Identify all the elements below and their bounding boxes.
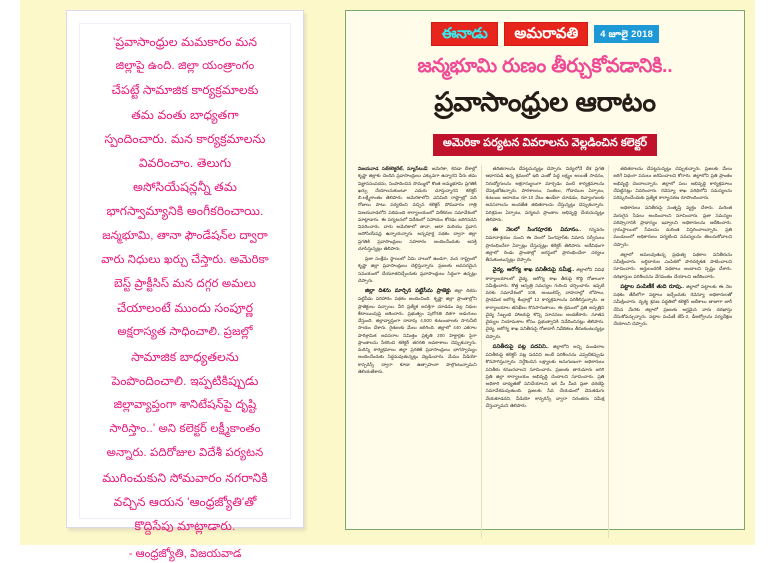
pull-quote-line: కొద్దిసేపు మాట్లాడారు. [134,519,236,534]
article-paragraph: పట్టాల పంపిణీకే తుది రూపు.. జిల్లాలో పట్టాలకు ఈ నెల పథకం తేదీలోగా పట్టాలు ఇచ్చేందుకు రెవెన్యూ అధికారులతో సమీక్షించారు. దృశ్య శ్రవణ పద్ధతిలో కలెక్టర్ ఆదేశాలు తాజాగా జారీ చేసిన మేరకు జిల్లాలో ప్రజలకు అర్హమైన వారు దరఖాస్తు చేసుకోవచ్చున్నారు. పట్టాల పంపిణీ జేసీ-2, డీఆర్వోలను పర్యవేక్షణ చేయాలని చెప్పారు. [613,283,733,326]
article-paragraph: తదితరాలను చేపట్టనున్నట్లు చెప్పారు. విద్యలోనే దేశ ప్రగతి ఆధారపడి ఉన్న క్రమంలో ఇది ఎంతో పెద్ద లక్ష్యం అయితే సాధనం, నిరుద్యోగులను అక్షరాస్యులుగా మార్చడం వంటి కార్యక్రమాలను చేపట్టబోతున్నారు. పాఠశాలలు, సంతలు, గోదాముల ఏర్పాటు, కుటుంబ ఆదాయం రూ.10 వేలు ఉండేలా చూడడం, దివ్యాంగులకు అవసరాలను అందజేత తదితరాలను చేస్తున్నట్లు చెప్పుకున్నారు. పరిశ్రమల ఏర్పాటు, పర్యటన ప్రాంతాల అభివృద్ధి చేయనున్నట్లు తెలిపారు. [485,166,605,222]
pull-quote-inner-frame [79,23,291,561]
page-right-margin [755,0,775,545]
article-paragraph: ఈ నెలలో సింగపూరకు విమానం.. గన్నవరం విమానాశ్రయం నుంచి ఈ నెలలో సింగపూర్‌కు విమాన సర్వీసులు ప్రారంభించేలా ఏర్పాట్లు చేస్తున్నట్లు కలెక్టర్ తెలిపారు. అదేవిధంగా జిల్లాలో రెండు ప్రాంతాల్లో ఆగస్టులో ప్రారంభించేలా చర్యలు తీసుకుంటున్నట్లు చెప్పారు. [485,227,605,262]
article-paragraph: జిల్లా దిశను మార్చిన పట్టిసీమ ప్రాజెక్టు జిల్లా దిశను పట్టిసీమ పరిహారం పథకం అందించింది. కృష్ణా జిల్లా ప్రాంతాల్లోని ప్రాజెక్టులు వచ్చాయి. వీరి ప్రత్యేక ఆసక్తిగా చూడడం వల్ల నిధుల కేటాయింపుపై ఆశించారు. ప్రభుత్వం పురోగతి దిశగా అడుగులు వేస్తుంది. జిల్లావ్యాప్తంగా దాదాపు 4,500 కుటుంబాలకు సాగునీటి సాయం చేశారు. రైతులకు మేలు జరిగింది. జిల్లాలో 440 ఎకరాల పారిశ్రామిక అవసరాల నిమిత్తం ప్రకృతి 200 హెక్టార్లకు పైగా ప్రాంతాలను సేకరించి కలెక్టర్ తరగతి అవకాశాలు చెప్పుకున్నారు. మరిన్ని కార్యక్రమాలు జిల్లా ప్రగతికి ప్రవాసాంధ్రులు భాగస్వామ్యం అందించేందుకు సిద్ధమవుతున్నట్లు వెల్లడించారు. మేము వీడియో కాన్ఫరెన్స్ ద్వారా కూడా ఉత్సాహంగా పాల్గొంటున్నామని తెలియజేశారు. [358,288,477,374]
article-inline-subhead: జిల్లా దిశను మార్చిన పట్టిసీమ ప్రాజెక్టు [365,288,451,294]
pull-quote-line: వివరించాం. తెలుగు [138,156,232,171]
article-paragraph: విజయవాడ సబ్‌కలెక్టరేట్, న్యూస్‌టుడే: అమెరికా, కెనడా దేశాల్లో కృష్ణా జిల్లాకు చెందిన ప్రవాసాంధ్రులు ఎక్కువగా ఉన్నారని వీరు తమ విజ్ఞానసంపదను, సంపాదించిన సొమ్ములో కొంత అమ్మభూమి ప్రగతికి ఖర్చు చేయాలనుకుంటూ ఎదురు చూస్తున్నారని కలెక్టర్ బి.లక్ష్మీకాంతం తెలిపారు. అమెరికాలోని ఎనిమిది రాష్ట్రాల్లో పది రోజులు పాటు పర్యటించి వచ్చిన కలెక్టర్ సోమవారం రాత్రి విజయవాడలోని పదిమంది కార్యాలయంలో విలేకరుల సమావేశంలో మాట్లాడారు. ఈ పర్యటనలో విదేశంలో సహాయం కోరడం జరిగినదని వివరించారు. వారు అమెరికాలో తానా, ఆటా మరియు ప్రవాస అసోసియేషన్ల ఉన్నాయన్నారు. అన్నపూర్ణ పథకం ద్వారా జిల్లా ప్రగతికి ప్రవాసాంధ్రులు సహకారం అందించేందుకు ఆసక్తి చూపిస్తున్నట్లు తెలిపారు. [358,166,477,251]
article-column [608,165,736,538]
pull-quote-text [88,30,282,538]
pull-quote-line: పెంపొందించాలి. ఇప్పటికిప్పుడు [111,373,259,388]
article-paragraph: జిల్లాలో అమలవుతున్న ప్రభుత్వ పథకాల పనితీరును సమీక్షించారు. లబ్ధిదారుల ఎంపికలో పారదర్శకత పాటించాలని సూచించారు. అర్హులందరికీ పథకాలు అందాలని స్పష్టం చేశారు. దరఖాస్తుల పరిశీలనను వేగవంతం చేయాలని ఆదేశించారు. [613,251,733,279]
pull-quote-line: 'ప్రవాసాంధ్రుల మమకారం మన [112,35,258,49]
pull-quote-line: భాగస్వామ్యానికి అంగీకరించాయి. [106,204,264,219]
pull-quote-line: జన్మభూమి, తానా ఫౌండేషన్‌ల ద్వారా [102,228,268,242]
article-kicker: జన్మభూమి రుణం తీర్చుకోవడానికి.. [417,55,673,77]
article-column [354,165,481,538]
article-column [481,165,609,538]
publication-date-badge: 4 జూలై 2018 [594,25,659,43]
pull-quote-line: స్పందించారు. మన కార్యక్రమాలను [104,131,266,146]
article-inline-subhead: ఈ నెలలో సింగపూరకు విమానం.. [492,227,581,233]
masthead [354,21,736,47]
pull-quote-line: వారు నిధులు ఖర్చు చేస్తారు. అమెరికా [101,252,269,266]
article-paragraph: పనితీరుపై పట్ల పదవిని.. జిల్లాలోని అన్ని మండలాల పనితీరుపై కలెక్టర్ పట్ల పదవిని అందే పరిశీలనను ఎప్పటికప్పుడు కొనసాగిస్తున్నారు. నిర్దేశించిన లక్ష్యాలకు అనుగుణంగా అధికారులు పనితీరు కనబరచాలని సూచించారు. ప్రజలకు తారుమారు జరిగి ప్రతి జిల్లా కార్యాలయం అభివృద్ధి చెందాలని సూచించారు. ప్రతి అధికారి బాధ్యతతో పనిచేయాలని ఇక మీ మీద ప్రజా ధరణిపై సమావేశమవుతుంది. ప్రజలకు సేవ చేయడంలో వెనుకడుగు వేయకూడదని, వీడియో కాన్ఫరెన్స్ ద్వారా నిరంతరం సమీక్ష చేస్తున్నామని తెలిపారు. [485,343,605,408]
pull-quote-line: సామాజిక బాధ్యతలను [131,349,239,364]
article-paragraph: ప్రజా సంక్షేమ స్థాయిలో ఏమి నాలుగో ఉండగా, మన రాష్ట్రంలో కృష్ణా జిల్లా ప్రవాసాంధ్రులు చెల్లిస్తున్నారు. ప్రజలకు అవసరమైన సమయంలో చేయూతనిచ్చేందుకు ప్రవాసాంధ్రులు సిద్ధంగా ఉన్నట్లు చెప్పారు. [358,256,477,283]
article-headline: ప్రవాసాంధ్రుల ఆరాటం [434,87,656,117]
article-inline-subhead: పనితీరుపై పట్ల పదవిని.. [492,343,549,350]
page-left-margin [0,0,20,545]
article-dateline: విజయవాడ సబ్‌కలెక్టరేట్, న్యూస్‌టుడే: [358,166,429,171]
pull-quote-line: అసోసియేషన్లన్నీ తమ [133,180,237,195]
pull-quote-attribution: - ఆంధ్రజ్యోతి, విజయవాడ [128,548,242,561]
pull-quote-line: సారిస్తాం..' అని కలెక్టర్ లక్ష్మీకాంతం [109,422,261,436]
pull-quote-line: వచ్చిన ఆయన 'ఆంధ్రజ్యోతి'తో [113,494,257,509]
edition-logo-amaravathi: అమరావతి [504,22,588,46]
pull-quote-line: జిల్లాపై ఉంది. జిల్లా యంత్రాంగం [115,59,255,73]
pull-quote-line: అన్నారు. పదిరోజుల విదేశీ పర్యటన [106,446,264,460]
article-paragraph: తదితరాలను చేపట్టనున్నట్లు చెప్పుకున్నారు. ప్రజలకు మేలు జరిగే విధంగా పనులు జరిపించాలని కోరారు. జిల్లాలోని ప్రతి ప్రాంతం అభివృద్ధి చెందాలన్నారు. జిల్లాలో పలు అభివృద్ధి కార్యక్రమాలు చేపట్టినట్లు వివరించారు. రెవెన్యూ శాఖ పరిధిలోని సమస్యలను పరిష్కరించేందుకు ప్రత్యేక కార్యాచరణ రూపొందించారు. [613,166,733,200]
article-paragraph: అధికారులు పనితీరుపై సంతృప్తి వ్యక్తం చేశారు. మరింత మెరుగైన సేవలు అందించాలని సూచించారు. ప్రజా సమస్యల పరిష్కారానికి ప్రాధాన్యం ఇవ్వాలని అధికారులను ఆదేశించారు. గ్రామస్థాయిలో సేవలను మరింత విస్తరించాలన్నారు. ప్రతి మండలంలో అధికారులు పర్యటించి సమస్యలను తెలుసుకోవాలని చెప్పారు. [613,205,733,247]
eenadu-logo: ఈనాడు [431,22,499,46]
pull-quote-line: తమ వంతు బాధ్యతగా [131,107,239,122]
pull-quote-line: ముగించుకుని సోమవారం నగరానికి [102,470,268,485]
pull-quote-line: చేపట్టే సామాజిక కార్యక్రమాలకు [111,83,259,98]
pull-quote-line: అక్షరాస్యత సాధించాలి. ప్రజల్లో [117,325,253,339]
article-paragraph: వైద్య, ఆరోగ్య శాఖ పనితీరుపై సమీక్ష.. జిల్లాలోని వివిధ కార్యాలయాలలో వైద్య, ఆరోగ్య శాఖ తీరుపై కొద్ది రోజులుగా సమీక్షించారు. కొత్త ఆస్పత్రి సమస్యల గురించి చర్చించారు. ఇప్పటి వరకు సమావేశంలో 108, అంబులెన్స్ వాహనాల్లో లోపాలు, ప్రాథమిక ఆరోగ్య కేంద్రాల్లో 12 కార్యక్రమాలను పరిశీలిస్తున్నారు. ఆ కార్యాలయాల తనిఖీలు కొనసాగుతాయి. ఈ క్రమంలో ప్రతి ఆస్పత్రిని వైద్య సిబ్బంది హాజరుపై కొన్ని సూచనలు అందజేశారు. నూతన వైద్యుల నియామకాల కోసం ప్రభుత్వానికి నివేదించినట్లు తెలిపారు. వైద్య, ఆరోగ్య శాఖ పనితీరుపై రోజువారీ నివేదికలు తీసుకుంటున్నట్లు చెప్పారు. [485,267,605,339]
pull-quote-line: చేయాలంటే ముందు సంపూర్ణ [116,301,254,316]
pull-quote-card [66,10,304,561]
article-body-columns [354,165,736,538]
article-subhead-banner: అమెరికా పర్యటన వివరాలను వెల్లడించిన కలెక్టర్ [433,134,657,156]
pull-quote-line: జిల్లావ్యాప్తంగా శానిటేషన్‌పై దృష్టి [113,398,257,412]
article-inline-subhead: వైద్య, ఆరోగ్య శాఖ పనితీరుపై సమీక్ష.. [492,267,574,274]
article-inline-subhead: పట్టాల పంపిణీకే తుది రూపు.. [620,283,684,290]
pull-quote-line: బెస్ట్ ప్రాక్టీసిస్ మన దగ్గర అమలు [114,277,256,291]
newspaper-clipping-card [345,10,745,530]
